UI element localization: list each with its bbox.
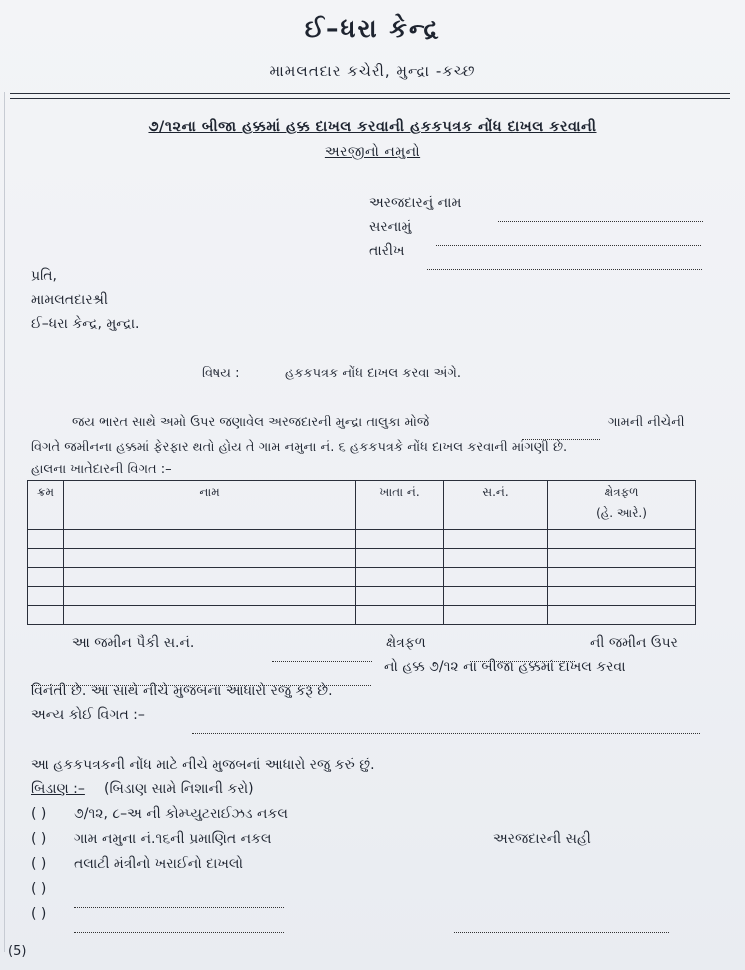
attachments-label: બિડાણ :– (31, 781, 85, 797)
attachment-item-1: ૭/૧૨, ૮–અ ની કોમ્પ્યુટરાઈઝડ નકલ (74, 806, 288, 822)
table-row (28, 568, 696, 587)
table-row (28, 606, 696, 625)
table-cell[interactable] (28, 606, 64, 625)
addressee-line-2: મામલતદારશ્રી (31, 292, 108, 308)
table-cell[interactable] (64, 606, 356, 625)
address-field[interactable] (436, 231, 701, 250)
divider-top-2 (10, 98, 730, 99)
attachment-item-5-field[interactable] (74, 918, 284, 937)
margin-line (4, 92, 5, 952)
other-details-label: અન્ય કોઈ વિગત :– (31, 707, 145, 723)
table-cell[interactable] (444, 587, 548, 606)
attachment-checkbox-3[interactable]: ( ) (31, 856, 47, 872)
applicant-name-field[interactable] (498, 207, 703, 226)
table-cell[interactable] (356, 549, 444, 568)
table-cell[interactable] (548, 568, 696, 587)
signature-label: અરજદારની સહી (493, 831, 591, 847)
attachment-item-3: તલાટી મંત્રીનો ખરાઈનો દાખલો (74, 856, 243, 872)
applicant-name-label: અરજદારનું નામ (369, 195, 462, 211)
attachment-checkbox-5[interactable]: ( ) (31, 906, 47, 922)
col-header-area-unit: (હે. આરે.) (596, 506, 647, 520)
documents-intro: આ હકકપત્રકની નોંધ માટે નીચે મુજબનાં આધારો રજુ કરું છું. (31, 757, 375, 773)
col-header-survey-no: સ.નં. (444, 481, 548, 530)
request-line1-a: આ જમીન પૈકી સ.નં. (72, 635, 195, 651)
table-cell[interactable] (28, 568, 64, 587)
body-para1-a: જય ભારત સાથે અમો ઉપર જણાવેલ અરજદારની મુન્દ્રા તાલુકા મોજે (72, 415, 430, 430)
form-heading: ૭/૧૨ના બીજા હક્કમાં હક્ક દાખલ કરવાની હકકપત્રક નોંધ દાખલ કરવાની (148, 119, 597, 135)
col-header-area (548, 481, 696, 530)
request-line3: વિનંતી છે. આ સાથે નીચે મુજબના આધારો રજુ કરૂ છે. (31, 683, 333, 699)
attachment-checkbox-2[interactable]: ( ) (31, 831, 47, 847)
page-number: (5) (8, 944, 27, 959)
table-row (28, 549, 696, 568)
other-details-field[interactable] (192, 719, 700, 738)
table-cell[interactable] (64, 549, 356, 568)
divider-top (10, 93, 730, 94)
table-cell[interactable] (356, 568, 444, 587)
holder-details-label: હાલના ખાતેદારની વિગત :– (31, 462, 172, 477)
address-label: સરનામું (369, 219, 412, 235)
subject-label: વિષય : (202, 366, 240, 381)
table-cell[interactable] (548, 530, 696, 549)
table-cell[interactable] (548, 549, 696, 568)
col-header-serial: ક્રમ (28, 481, 64, 530)
table-cell[interactable] (356, 606, 444, 625)
attachment-checkbox-1[interactable]: ( ) (31, 806, 47, 822)
attachments-hint: (બિડાણ સામે નિશાની કરો) (104, 781, 254, 797)
table-cell[interactable] (64, 587, 356, 606)
attachment-checkbox-4[interactable]: ( ) (31, 881, 47, 897)
land-holder-table (27, 480, 696, 625)
form-heading-sub: અરજીનો નમુનો (324, 144, 421, 160)
table-cell[interactable] (356, 587, 444, 606)
page-title: ઈ–ધરા કેન્દ્ર (304, 14, 441, 43)
col-header-account-no: ખાતા નં. (356, 481, 444, 530)
attachment-item-4-field[interactable] (74, 893, 284, 912)
table-cell[interactable] (444, 549, 548, 568)
table-cell[interactable] (28, 530, 64, 549)
request-line1-b: ક્ષેત્રફળ (386, 635, 426, 651)
request-line2: નો હક્ક ૭/૧૨ ના બીજા હક્કમાં દાખલ કરવા (384, 659, 626, 675)
table-cell[interactable] (444, 606, 548, 625)
table-cell[interactable] (64, 530, 356, 549)
addressee-line-3: ઈ–ધરા કેન્દ્ર, મુન્દ્રા. (31, 316, 140, 332)
addressee-line-1: પ્રતિ, (31, 268, 57, 284)
body-para1-line2: વિગતે જમીનના હક્કમાં ફેરફાર થતો હોય તે ગામ નમુના નં. ૬ હકકપત્રકે નોંધ દાખલ કરવાની માંગણી છે. (31, 440, 568, 455)
table-cell[interactable] (548, 587, 696, 606)
subject-text: હકકપત્રક નોંધ દાખલ કરવા અંગે. (285, 366, 461, 381)
request-line1-c: ની જમીન ઉપર (590, 635, 678, 651)
page-subtitle: મામલતદાર કચેરી, મુન્દ્રા -કચ્છ (269, 62, 476, 80)
table-cell[interactable] (356, 530, 444, 549)
signature-field[interactable] (454, 918, 669, 937)
date-label: તારીખ (369, 243, 405, 259)
table-cell[interactable] (548, 606, 696, 625)
body-para1-b: ગામની નીચેની (608, 415, 685, 430)
survey-no-field[interactable] (272, 647, 372, 666)
table-cell[interactable] (444, 530, 548, 549)
table-row (28, 530, 696, 549)
table-cell[interactable] (28, 587, 64, 606)
attachment-item-2: ગામ નમુના નં.૧૬ની પ્રમાણિત નકલ (74, 831, 272, 847)
table-cell[interactable] (64, 568, 356, 587)
date-field[interactable] (427, 255, 702, 274)
col-header-area-label: ક્ષેત્રફળ (604, 485, 639, 499)
table-cell[interactable] (28, 549, 64, 568)
col-header-name: નામ (64, 481, 356, 530)
table-header-row (28, 481, 696, 530)
table-cell[interactable] (444, 568, 548, 587)
table-row (28, 587, 696, 606)
